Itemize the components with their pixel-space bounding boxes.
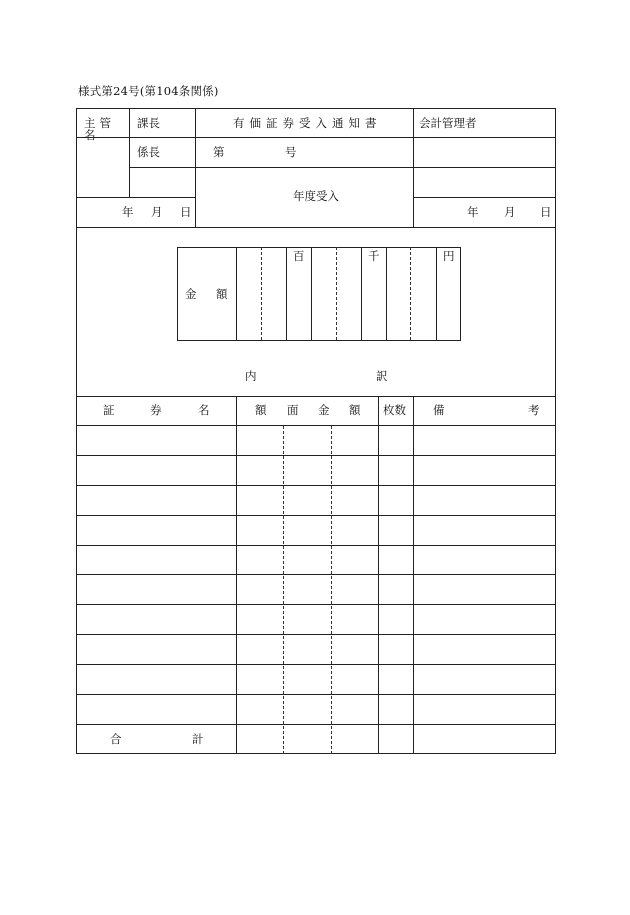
col-face-amount-3: 金: [318, 403, 330, 417]
col-remarks-2: 考: [528, 403, 540, 417]
col-face-amount-1: 額: [255, 403, 267, 417]
number-prefix: 第: [213, 145, 225, 159]
document-title: 有価証券受入通知書: [233, 116, 382, 130]
unit-thousand: 千: [368, 249, 380, 263]
amount-label-2: 額: [216, 287, 228, 301]
date-right-year: 年: [467, 205, 479, 219]
section-chief-label: 課長: [137, 116, 160, 130]
number-suffix: 号: [285, 145, 297, 159]
date-left-day: 日: [180, 205, 192, 219]
date-right-month: 月: [504, 205, 516, 219]
unit-hundred: 百: [293, 249, 305, 263]
date-left-year: 年: [122, 205, 134, 219]
col-face-amount-2: 面: [287, 403, 299, 417]
subsection-chief-label: 係長: [137, 145, 160, 159]
fiscal-year-received: 年度受入: [293, 189, 339, 203]
accounting-manager-label: 会計管理者: [419, 116, 477, 130]
col-security-name-2: 券: [150, 403, 162, 417]
breakdown-title-2: 訳: [376, 369, 388, 383]
unit-yen: 円: [443, 249, 455, 263]
date-left-month: 月: [151, 205, 163, 219]
col-count: 枚数: [383, 403, 406, 417]
col-remarks-1: 備: [433, 403, 445, 417]
breakdown-title-1: 内: [245, 369, 257, 383]
date-right-day: 日: [540, 205, 552, 219]
amount-label-1: 金: [185, 287, 197, 301]
col-security-name-3: 名: [198, 403, 210, 417]
col-face-amount-4: 額: [349, 403, 361, 417]
form-number: 様式第24号(第104条関係): [78, 84, 219, 98]
outer-border: [77, 109, 556, 754]
col-security-name-1: 証: [103, 403, 115, 417]
total-label-1: 合: [110, 732, 122, 746]
supervisor-label: 主管名: [84, 116, 115, 142]
total-label-2: 計: [192, 732, 204, 746]
